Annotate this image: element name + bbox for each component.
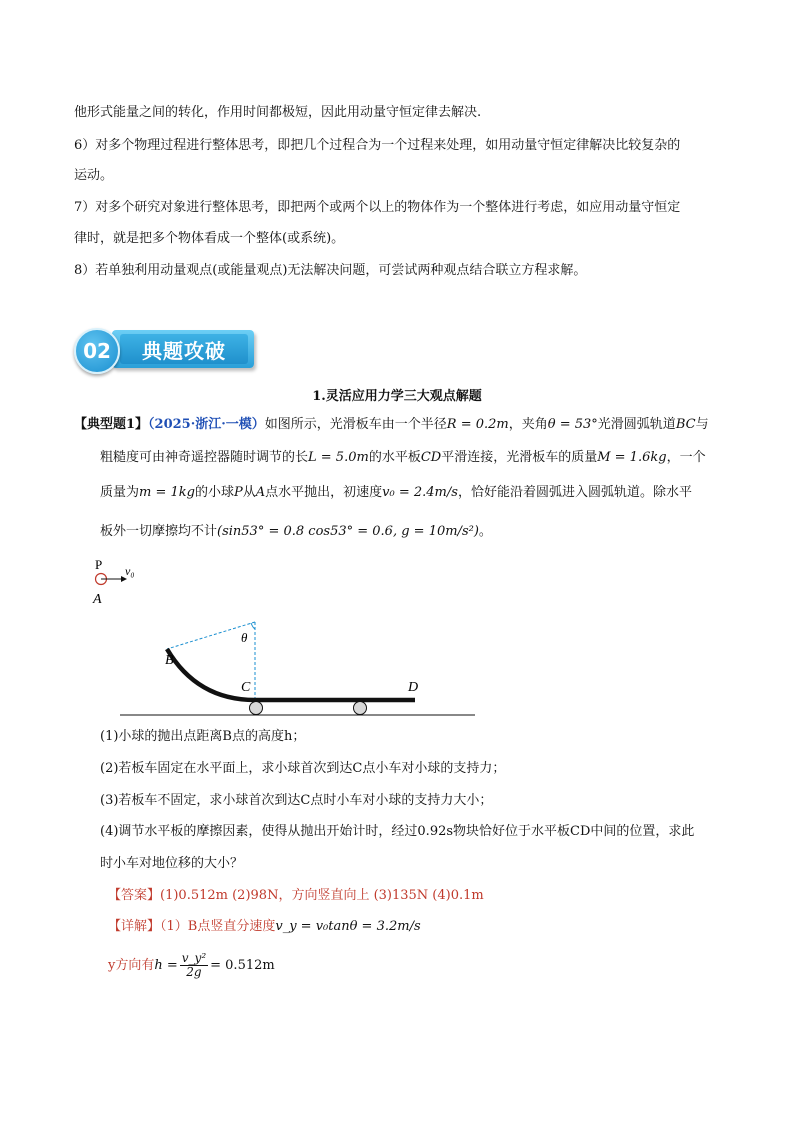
- math-mass-cart: M = 1.6kg: [597, 450, 667, 465]
- wheel-right: [354, 702, 367, 715]
- problem-text: ，恰好能沿着圆弧进入圆弧轨道。除水平: [457, 485, 692, 500]
- math-v0: v₀ = 2.4m/s: [382, 485, 458, 500]
- fraction: [180, 952, 208, 979]
- detail-line-2: [108, 952, 275, 980]
- label-b: B: [165, 653, 174, 668]
- problem-text: 粗糙度可由神奇遥控器随时调节的长: [100, 450, 309, 465]
- math-angle: θ = 53°: [547, 417, 598, 432]
- intro-line-3: 运动。: [74, 168, 114, 183]
- angle-arc: [251, 623, 255, 629]
- math-constants: (sin53° = 0.8 cos53° = 0.6, g = 10m/s²): [217, 524, 479, 539]
- intro-line-1: 他形式能量之间的转化，作用时间都极短，因此用动量守恒定律去解决.: [74, 105, 482, 120]
- label-p: P: [95, 557, 103, 572]
- answer-line: [108, 887, 484, 905]
- question-3: (3)若板车不固定，求小球首次到达C点时小车对小球的支持力大小；: [100, 793, 493, 808]
- math-radius: R = 0.2m: [446, 417, 509, 432]
- problem-text: 从: [242, 485, 256, 500]
- problem-line-4: [100, 523, 492, 541]
- problem-line-2: [100, 449, 706, 467]
- topic-title: 1.灵活应用力学三大观点解题: [312, 389, 482, 404]
- problem-text: 如图所示，光滑板车由一个半径: [264, 417, 447, 432]
- problem-line-3: [100, 484, 692, 502]
- label-d: D: [408, 680, 419, 695]
- intro-line-6: 8）若单独利用动量观点(或能量观点)无法解决问题，可尝试两种观点结合联立方程求解。: [74, 263, 587, 278]
- question-4-cont: 时小车对地位移的大小？: [100, 856, 244, 871]
- problem-text: 的小球: [194, 485, 234, 500]
- fraction-numerator: v_y²: [181, 951, 207, 965]
- label-theta: θ: [241, 630, 248, 645]
- question-1: (1)小球的抛出点距离B点的高度h；: [100, 729, 306, 744]
- section-bar: [112, 330, 254, 368]
- question-4: (4)调节水平板的摩擦因素，使得从抛出开始计时，经过0.92s物块恰好位于水平板CD中间的位置，求此: [100, 824, 695, 839]
- problem-line-1: [74, 416, 709, 434]
- label-v0: v₀: [125, 564, 135, 578]
- label-a: A: [93, 592, 102, 607]
- intro-line-2: 6）对多个物理过程进行整体思考，即把几个过程合为一个过程来处理，如用动量守恒定律解决比较复杂的: [74, 138, 681, 153]
- section-header: [70, 322, 270, 378]
- section-number: 02: [74, 328, 120, 374]
- detail-step1-text: （1）B点竖直分速度: [160, 919, 276, 934]
- math-a: A: [255, 485, 266, 500]
- problem-text: 与: [695, 417, 709, 432]
- problem-text: ，夹角: [508, 417, 548, 432]
- detail-step2-h: h =: [154, 958, 178, 973]
- answer-label: 【答案】: [108, 888, 161, 903]
- intro-line-5: 律时，就是把多个物体看成一个整体(或系统)。: [74, 231, 345, 246]
- detail-step2-text: y方向有: [108, 958, 155, 973]
- problem-text: 。: [478, 524, 492, 539]
- label-c: C: [241, 680, 251, 695]
- problem-text: 光滑圆弧轨道: [597, 417, 676, 432]
- section-label: 典题攻破: [120, 334, 248, 364]
- detail-line-1: [108, 918, 421, 936]
- math-bc: BC: [675, 417, 696, 432]
- problem-tag: 【典型题1】: [74, 417, 149, 432]
- cart-track-figure: [85, 555, 485, 720]
- problem-text: 点水平抛出，初速度: [265, 485, 383, 500]
- problem-text: 质量为: [100, 485, 140, 500]
- question-2: (2)若板车固定在水平面上，求小球首次到达C点小车对小球的支持力；: [100, 761, 506, 776]
- problem-source: （2025·浙江·一模）: [148, 417, 265, 432]
- detail-step1-eq: v_y = v₀tanθ = 3.2m/s: [275, 919, 421, 934]
- detail-label: 【详解】: [108, 919, 161, 934]
- problem-text: 板外一切摩擦均不计: [100, 524, 218, 539]
- fraction-denominator: 2g: [186, 965, 202, 979]
- answer-text: (1)0.512m (2)98N，方向竖直向上 (3)135N (4)0.1m: [160, 888, 484, 903]
- math-cd: CD: [420, 450, 442, 465]
- intro-line-4: 7）对多个研究对象进行整体思考，即把两个或两个以上的物体作为一个整体进行考虑，如应用动量守恒定: [74, 200, 681, 215]
- math-length: L = 5.0m: [308, 450, 369, 465]
- math-mass-ball: m = 1kg: [139, 485, 195, 500]
- wheel-left: [250, 702, 263, 715]
- math-p: P: [234, 485, 243, 500]
- detail-step2-result: = 0.512m: [210, 958, 275, 973]
- problem-text: ，一个: [666, 450, 706, 465]
- problem-text: 平滑连接，光滑板车的质量: [441, 450, 598, 465]
- problem-text: 的水平板: [368, 450, 421, 465]
